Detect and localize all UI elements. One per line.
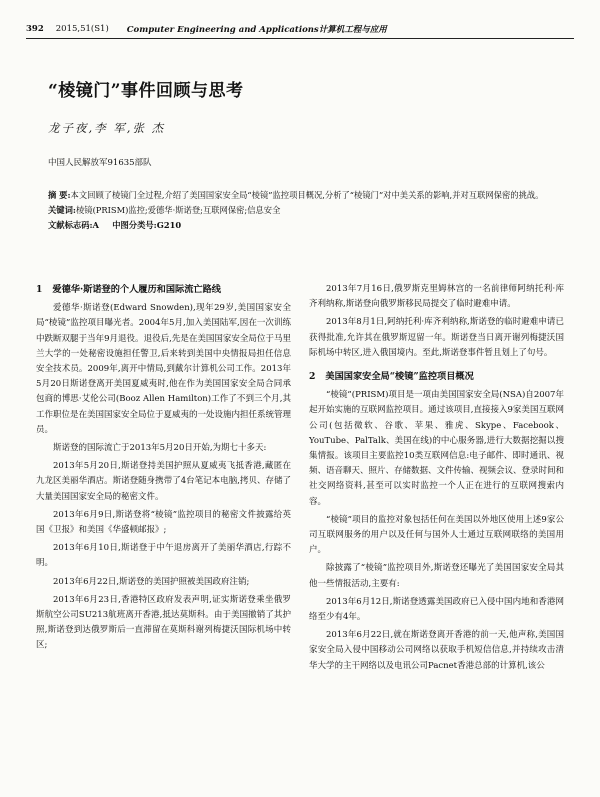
paragraph: 2013年6月12日,斯诺登透露美国政府已入侵中国内地和香港网络至少有4年。 [309,596,564,623]
paragraph: 除披露了“棱镜”监控项目外,斯诺登还曝光了美国国家安全局其他一些情报活动,主要有: [309,563,564,589]
keywords-label: 关键词: [48,205,76,215]
abstract-text: 本文回顾了棱镜门全过程,介绍了美国国家安全局“棱镜”监控项目概况,分析了“棱镜门”对中美关系的影响,并对互联网保密的挑战。 [70,190,544,200]
abstract-block [48,188,558,233]
abstract-label: 摘 要: [48,190,71,200]
journal-name: Computer Engineering and Applications计算机工程与应用 [126,25,387,35]
affiliation: 中国人民解放军91635部队 [48,158,152,168]
keywords-text: 棱镜(PRISM)监控;爱德华·斯诺登;互联网保密;信息安全 [75,205,281,215]
clc-number: 中图分类号:G210 [112,220,182,230]
header-rule [26,38,574,39]
paragraph: “棱镜”项目的监控对象包括任何在美国以外地区使用上述9家公司互联网服务的用户以及任何与国外人士通过互联网联络的美国用户。 [309,514,564,556]
paragraph: 爱德华·斯诺登(Edward Snowden),现年29岁,美国国家安全局“棱镜”监控项目曝光者。2004年5月,加入美国陆军,因在一次训练中跌断双腿于当年9月退役。退役后,先是在美国国家安全局位于马里兰大学的一处秘密设施担任警卫,后来转到美国中央情报局担任信息安全技术员。2009年,离开中情局,到戴尔计算机公司工作。2013年5月20日斯诺登离开美国夏威夷时,他在作为美国国家安全局合同承包商的博思·艾伦公司(Booz Allen Hamilton)工作了不到三个月,其工作职位是在美国国家安全局位于夏威夷的一处设施内担任系统管理员。 [36,303,292,435]
paragraph: 斯诺登的国际流亡于2013年5月20日开始,为期七十多天: [53,443,267,454]
section-heading-1: 1 爱德华·斯诺登的个人履历和国际流亡路线 [36,284,221,295]
paragraph: 2013年6月22日,斯诺登的美国护照被美国政府注销; [53,576,250,587]
page-number: 392 [26,24,44,34]
right-column [309,282,564,677]
paragraph: 2013年6月9日,斯诺登将“棱镜”监控项目的秘密文件披露给英国《卫报》和美国《华盛顿邮报》; [36,509,291,536]
abstract [48,188,558,203]
paragraph: 2013年5月20日,斯诺登持美国护照从夏威夷飞抵香港,藏匿在九龙区美丽华酒店。斯诺登随身携带了4台笔记本电脑,拷贝、存储了大量美国国家安全局的秘密文件。 [36,461,291,502]
paragraph: 2013年7月16日,俄罗斯克里姆林宫的一名前律师阿纳托利·库齐利纳称,斯诺登向俄罗斯移民局提交了临时避难申请。 [309,284,564,310]
paragraph: 2013年8月1日,阿纳托利·库齐利纳称,斯诺登的临时避难申请已获得批准,允许其在俄罗斯逗留一年。斯诺登当日离开谢列梅捷沃国际机场中转区,进入俄国境内。至此,斯诺登事件暂且划上了句号。 [309,317,564,358]
issue-info: 2015,51(S1) [55,24,109,34]
paragraph: “棱镜”(PRISM)项目是一项由美国国家安全局(NSA)自2007年起开始实施的互联网监控项目。通过该项目,直接接入9家美国互联网公司(包括微软、谷歌、苹果、雅虎、Skype、Facebook、YouTube、PalTalk、美国在线)的中心服务器,进行大数据挖掘以搜集情报。该项目主要监控10类互联网信息:电子邮件、即时通讯、视频、语音聊天、照片、存储数据、文件传输、视频会议、登录时间和社交网络资料,甚至可以实时监控一个人正在进行的互联网搜索内容。 [309,390,565,507]
section-heading-2: 2 美国国家安全局“棱镜”监控项目概况 [309,371,474,383]
paragraph: 2013年6月23日,香港特区政府发表声明,证实斯诺登乘坐俄罗斯航空公司SU213航班离开香港,抵达莫斯科。由于美国撤销了其护照,斯诺登到达俄罗斯后一直滞留在莫斯科谢列梅捷沃国际机场中转区; [36,594,291,651]
authors: 龙子夜,李 军,张 杰 [48,121,166,135]
left-column [36,282,291,657]
classification [48,218,558,233]
keywords [48,203,558,218]
running-header [26,22,576,36]
paragraph: 2013年6月22日,就在斯诺登离开香港的前一天,他声称,美国国家安全局入侵中国移动公司网络以获取手机短信信息,并持续攻击清华大学的主干网络以及电讯公司Pacnet香港总部的计算机,该公 [309,630,564,671]
paragraph: 2013年6月10日,斯诺登于中午退房离开了美丽华酒店,行踪不明。 [36,543,291,569]
article-title: “棱镜门”事件回顾与思考 [48,81,244,101]
doc-code: 文献标志码:A [48,220,99,230]
